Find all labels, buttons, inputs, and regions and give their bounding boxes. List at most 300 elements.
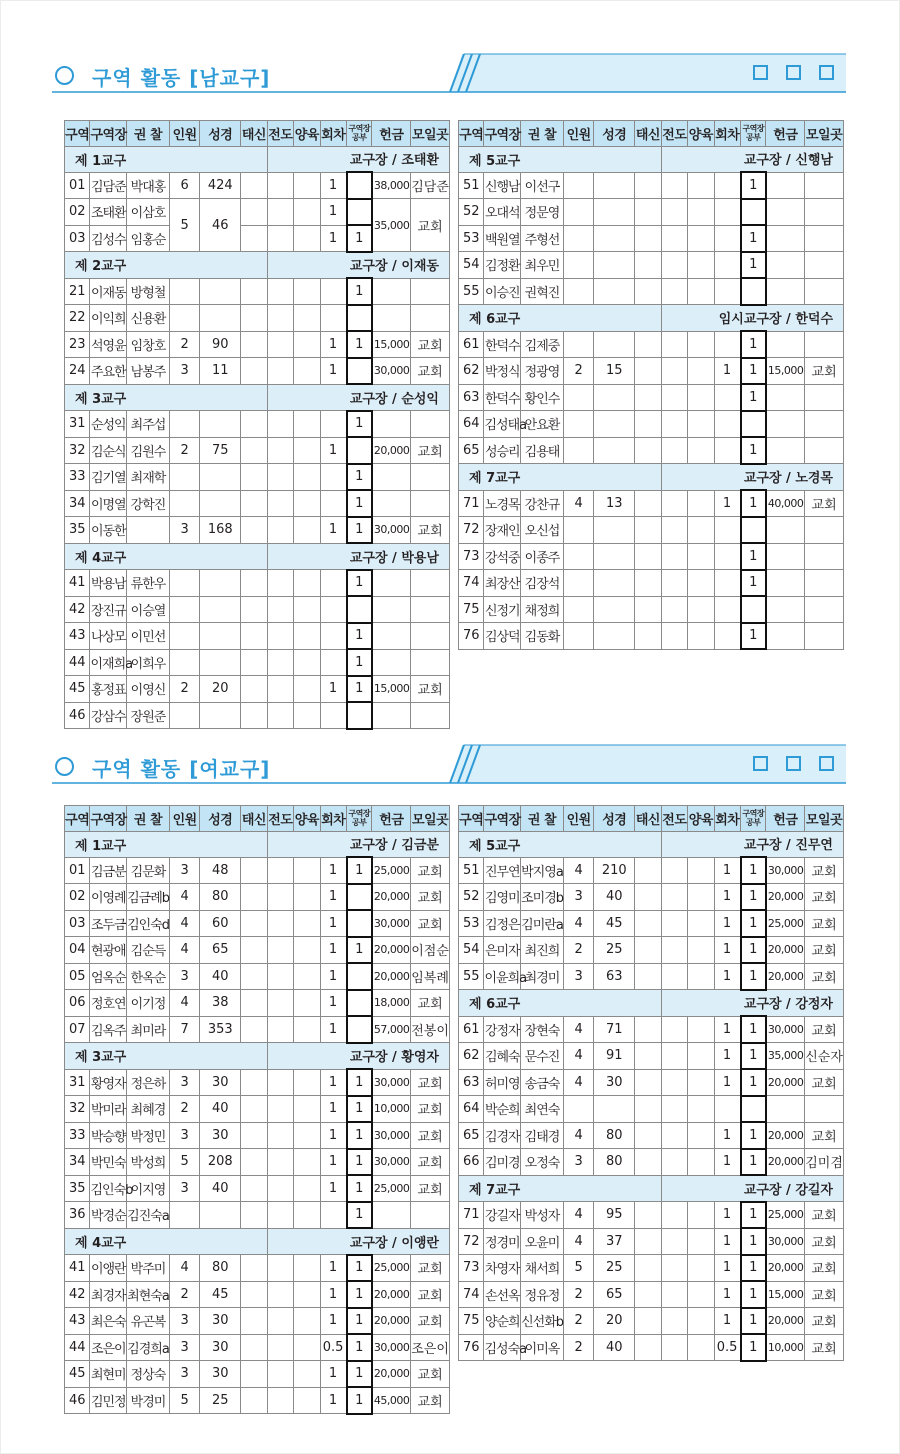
cell-district-helper: 임창호 bbox=[127, 331, 170, 358]
cell-sessions bbox=[714, 543, 740, 570]
group-leader: 교구장 / 박용남 bbox=[267, 543, 449, 570]
column-header-district-helper: 권 찰 bbox=[521, 806, 564, 832]
cell-meeting-place: 교회 bbox=[805, 1122, 844, 1149]
cell-leader-study bbox=[741, 1096, 766, 1123]
cell-district-helper: 류한우 bbox=[127, 570, 170, 597]
cell-members: 4 bbox=[563, 1043, 594, 1070]
cell-district-leader: 이영례 bbox=[90, 884, 127, 911]
group-label: 제 2교구 bbox=[65, 252, 268, 279]
cell-nurture bbox=[294, 596, 320, 623]
cell-bible bbox=[594, 384, 635, 411]
cell-sessions bbox=[320, 596, 346, 623]
cell-district-helper: 최연숙 bbox=[521, 1096, 564, 1123]
cell-district-no: 71 bbox=[459, 1202, 484, 1229]
cell-nurture bbox=[294, 517, 320, 544]
cell-evangelism bbox=[267, 649, 293, 676]
cell-evangelism bbox=[267, 1122, 293, 1149]
cell-bible: 65 bbox=[200, 937, 241, 964]
cell-leader-study bbox=[347, 910, 372, 937]
cell-evangelism bbox=[661, 937, 687, 964]
cell-evangelism bbox=[267, 517, 293, 544]
cell-district-helper: 김원수 bbox=[127, 437, 170, 464]
cell-sessions: 1 bbox=[714, 1281, 740, 1308]
square-icon bbox=[753, 65, 768, 80]
cell-bible: 46 bbox=[200, 199, 241, 252]
table-row bbox=[459, 963, 844, 990]
cell-members bbox=[563, 623, 594, 650]
cell-district-leader: 김영미 bbox=[484, 884, 521, 911]
table-row bbox=[459, 1149, 844, 1176]
cell-district-helper: 주형선 bbox=[521, 225, 564, 252]
column-header-sessions: 회차 bbox=[714, 121, 740, 147]
cell-sessions: 1 bbox=[320, 1387, 346, 1414]
cell-taesin bbox=[635, 937, 661, 964]
cell-district-helper: 박성희 bbox=[127, 1149, 170, 1176]
cell-district-no: 43 bbox=[65, 1308, 90, 1335]
cell-bible bbox=[200, 649, 241, 676]
cell-meeting-place: 교회 bbox=[805, 1334, 844, 1361]
cell-sessions bbox=[320, 305, 346, 332]
cell-district-no: 03 bbox=[65, 910, 90, 937]
cell-district-no: 34 bbox=[65, 490, 90, 517]
cell-taesin bbox=[241, 702, 267, 729]
cell-nurture bbox=[688, 596, 714, 623]
group-label: 제 6교구 bbox=[459, 305, 662, 332]
cell-bible: 75 bbox=[200, 437, 241, 464]
cell-district-leader: 성승리 bbox=[484, 437, 521, 464]
cell-nurture bbox=[294, 884, 320, 911]
column-header-members: 인원 bbox=[169, 121, 200, 147]
cell-meeting-place: 교회 bbox=[805, 1308, 844, 1335]
cell-bible: 37 bbox=[594, 1228, 635, 1255]
cell-evangelism bbox=[661, 1149, 687, 1176]
cell-nurture bbox=[294, 702, 320, 729]
cell-district-leader: 신행남 bbox=[484, 172, 521, 199]
group-leader: 교구장 / 강길자 bbox=[661, 1175, 843, 1202]
cell-bible: 40 bbox=[200, 1175, 241, 1202]
cell-bible: 168 bbox=[200, 517, 241, 544]
table-row bbox=[459, 1096, 844, 1123]
cell-meeting-place: 교회 bbox=[411, 331, 450, 358]
cell-district-no: 01 bbox=[65, 857, 90, 884]
column-header-bible: 성경 bbox=[200, 806, 241, 832]
cell-district-leader: 홍정표 bbox=[90, 676, 127, 703]
cell-district-leader: 주요한 bbox=[90, 358, 127, 385]
column-header-meeting-place: 모일곳 bbox=[805, 806, 844, 832]
cell-nurture bbox=[688, 1202, 714, 1229]
group-leader: 교구장 / 신행남 bbox=[661, 146, 843, 172]
table-row bbox=[459, 623, 844, 650]
column-header-district-no: 구역 bbox=[65, 806, 90, 832]
cell-sessions: 1 bbox=[320, 358, 346, 385]
column-header-meeting-place: 모일곳 bbox=[411, 121, 450, 147]
cell-offering bbox=[372, 649, 411, 676]
cell-sessions: 1 bbox=[320, 199, 346, 226]
cell-offering bbox=[766, 199, 805, 226]
cell-nurture bbox=[688, 1281, 714, 1308]
column-header-district-helper: 권 찰 bbox=[127, 806, 170, 832]
cell-leader-study: 1 bbox=[741, 1281, 766, 1308]
group-row bbox=[65, 831, 450, 857]
cell-district-leader: 이재희a bbox=[90, 649, 127, 676]
cell-meeting-place: 교회 bbox=[411, 1361, 450, 1388]
cell-nurture bbox=[688, 278, 714, 305]
cell-meeting-place: 교회 bbox=[411, 1096, 450, 1123]
cell-sessions bbox=[320, 570, 346, 597]
cell-nurture bbox=[294, 1308, 320, 1335]
cell-leader-study: 1 bbox=[347, 225, 372, 252]
cell-district-leader: 한덕수 bbox=[484, 384, 521, 411]
cell-district-leader: 김담준 bbox=[90, 172, 127, 199]
cell-sessions: 1 bbox=[320, 1149, 346, 1176]
cell-district-helper: 조미경b bbox=[521, 884, 564, 911]
cell-offering bbox=[766, 596, 805, 623]
cell-offering: 38,000 bbox=[372, 172, 411, 199]
cell-taesin bbox=[241, 937, 267, 964]
cell-district-no: 35 bbox=[65, 517, 90, 544]
cell-offering bbox=[372, 490, 411, 517]
cell-district-no: 06 bbox=[65, 990, 90, 1017]
cell-bible: 63 bbox=[594, 963, 635, 990]
group-label: 제 5교구 bbox=[459, 146, 662, 172]
group-row bbox=[65, 384, 450, 411]
table-row bbox=[459, 570, 844, 597]
column-header-meeting-place: 모일곳 bbox=[805, 121, 844, 147]
column-header-district-helper: 권 찰 bbox=[127, 121, 170, 147]
cell-district-leader: 이앵란 bbox=[90, 1255, 127, 1282]
table-row bbox=[65, 884, 450, 911]
cell-district-helper: 임홍순 bbox=[127, 225, 170, 252]
cell-leader-study: 1 bbox=[741, 1069, 766, 1096]
cell-district-no: 32 bbox=[65, 437, 90, 464]
cell-nurture bbox=[688, 172, 714, 199]
cell-district-leader: 엄옥순 bbox=[90, 963, 127, 990]
cell-sessions bbox=[714, 199, 740, 226]
square-icon bbox=[819, 65, 834, 80]
cell-bible: 40 bbox=[594, 1334, 635, 1361]
cell-bible: 208 bbox=[200, 1149, 241, 1176]
column-header-members: 인원 bbox=[563, 806, 594, 832]
cell-district-leader: 김혜숙 bbox=[484, 1043, 521, 1070]
table-row bbox=[459, 384, 844, 411]
cell-bible: 30 bbox=[200, 1069, 241, 1096]
cell-nurture bbox=[688, 199, 714, 226]
cell-taesin bbox=[241, 1122, 267, 1149]
cell-evangelism bbox=[661, 1016, 687, 1043]
cell-evangelism bbox=[661, 437, 687, 464]
cell-district-leader: 김성수 bbox=[90, 225, 127, 252]
cell-leader-study: 1 bbox=[741, 1043, 766, 1070]
cell-sessions: 1 bbox=[320, 1308, 346, 1335]
cell-members: 2 bbox=[169, 331, 200, 358]
cell-members: 3 bbox=[169, 963, 200, 990]
cell-sessions bbox=[320, 623, 346, 650]
cell-bible bbox=[594, 278, 635, 305]
cell-district-helper: 황인수 bbox=[521, 384, 564, 411]
cell-bible: 20 bbox=[200, 676, 241, 703]
cell-leader-study: 1 bbox=[741, 437, 766, 464]
cell-district-helper: 채서희 bbox=[521, 1255, 564, 1282]
section-header-female bbox=[52, 743, 846, 787]
cell-leader-study bbox=[741, 517, 766, 544]
cell-members: 2 bbox=[563, 1334, 594, 1361]
cell-offering: 25,000 bbox=[372, 1255, 411, 1282]
cell-district-no: 41 bbox=[65, 570, 90, 597]
cell-evangelism bbox=[661, 1122, 687, 1149]
cell-evangelism bbox=[267, 358, 293, 385]
cell-evangelism bbox=[661, 358, 687, 385]
table-row bbox=[65, 172, 450, 199]
cell-district-helper: 문수진 bbox=[521, 1043, 564, 1070]
cell-district-leader: 나상모 bbox=[90, 623, 127, 650]
cell-sessions: 1 bbox=[320, 963, 346, 990]
table-row bbox=[65, 1361, 450, 1388]
cell-leader-study: 1 bbox=[347, 1334, 372, 1361]
cell-district-helper: 오정숙 bbox=[521, 1149, 564, 1176]
cell-evangelism bbox=[267, 490, 293, 517]
cell-sessions: 1 bbox=[714, 1149, 740, 1176]
cell-offering: 30,000 bbox=[372, 1122, 411, 1149]
cell-taesin bbox=[635, 437, 661, 464]
cell-district-helper: 이승열 bbox=[127, 596, 170, 623]
cell-members: 2 bbox=[169, 1281, 200, 1308]
cell-district-helper: 김장석 bbox=[521, 570, 564, 597]
table-row bbox=[65, 437, 450, 464]
column-header-meeting-place: 모일곳 bbox=[411, 806, 450, 832]
cell-meeting-place bbox=[805, 172, 844, 199]
cell-members: 4 bbox=[169, 1255, 200, 1282]
cell-meeting-place: 교회 bbox=[411, 1175, 450, 1202]
cell-taesin bbox=[635, 278, 661, 305]
table-row bbox=[459, 884, 844, 911]
cell-offering: 30,000 bbox=[372, 1334, 411, 1361]
cell-district-no: 76 bbox=[459, 623, 484, 650]
cell-offering bbox=[372, 278, 411, 305]
cell-evangelism bbox=[267, 596, 293, 623]
cell-district-leader: 현광애 bbox=[90, 937, 127, 964]
cell-meeting-place: 교회 bbox=[805, 937, 844, 964]
cell-members bbox=[563, 437, 594, 464]
cell-district-helper: 박지영a bbox=[521, 857, 564, 884]
cell-members bbox=[169, 490, 200, 517]
cell-leader-study: 1 bbox=[347, 623, 372, 650]
column-header-nurture: 양육 bbox=[294, 121, 320, 147]
cell-sessions: 1 bbox=[320, 225, 346, 252]
cell-bible bbox=[594, 1096, 635, 1123]
cell-evangelism bbox=[267, 199, 293, 226]
cell-sessions bbox=[320, 649, 346, 676]
cell-district-no: 63 bbox=[459, 1069, 484, 1096]
cell-district-leader: 허미영 bbox=[484, 1069, 521, 1096]
group-label: 제 1교구 bbox=[65, 831, 268, 857]
cell-meeting-place bbox=[411, 570, 450, 597]
cell-leader-study: 1 bbox=[741, 1202, 766, 1229]
cell-members: 2 bbox=[563, 1308, 594, 1335]
cell-evangelism bbox=[267, 172, 293, 199]
cell-offering: 30,000 bbox=[372, 517, 411, 544]
table-row bbox=[65, 1016, 450, 1043]
cell-taesin bbox=[635, 517, 661, 544]
cell-meeting-place: 교회 bbox=[411, 1069, 450, 1096]
cell-evangelism bbox=[267, 1016, 293, 1043]
cell-district-leader: 박승향 bbox=[90, 1122, 127, 1149]
cell-district-no: 55 bbox=[459, 963, 484, 990]
cell-offering: 30,000 bbox=[372, 910, 411, 937]
group-label: 제 4교구 bbox=[65, 543, 268, 570]
cell-evangelism bbox=[267, 1361, 293, 1388]
cell-nurture bbox=[294, 1096, 320, 1123]
cell-bible: 65 bbox=[594, 1281, 635, 1308]
cell-nurture bbox=[688, 1334, 714, 1361]
cell-meeting-place: 교회 bbox=[805, 910, 844, 937]
cell-district-no: 34 bbox=[65, 1149, 90, 1176]
group-row bbox=[459, 146, 844, 172]
cell-district-no: 51 bbox=[459, 172, 484, 199]
cell-taesin bbox=[635, 411, 661, 438]
table-row bbox=[65, 937, 450, 964]
cell-bible: 90 bbox=[200, 331, 241, 358]
header-square-icons bbox=[753, 756, 834, 771]
cell-members: 4 bbox=[563, 490, 594, 517]
cell-district-helper: 이지영 bbox=[127, 1175, 170, 1202]
table-row bbox=[65, 623, 450, 650]
cell-district-helper: 장원준 bbox=[127, 702, 170, 729]
cell-district-no: 31 bbox=[65, 1069, 90, 1096]
cell-taesin bbox=[635, 1334, 661, 1361]
cell-bible bbox=[594, 172, 635, 199]
cell-sessions: 1 bbox=[714, 490, 740, 517]
cell-district-no: 75 bbox=[459, 1308, 484, 1335]
cell-members bbox=[169, 1202, 200, 1229]
cell-meeting-place: 교회 bbox=[411, 910, 450, 937]
cell-nurture bbox=[688, 1016, 714, 1043]
cell-district-leader: 박민숙 bbox=[90, 1149, 127, 1176]
cell-district-no: 72 bbox=[459, 517, 484, 544]
cell-meeting-place bbox=[805, 1096, 844, 1123]
cell-evangelism bbox=[661, 517, 687, 544]
cell-meeting-place bbox=[411, 490, 450, 517]
table-row bbox=[65, 331, 450, 358]
cell-district-leader: 장재인 bbox=[484, 517, 521, 544]
cell-district-no: 04 bbox=[65, 937, 90, 964]
cell-meeting-place: 임복례 bbox=[411, 963, 450, 990]
cell-leader-study: 1 bbox=[741, 1255, 766, 1282]
cell-leader-study: 1 bbox=[741, 172, 766, 199]
cell-nurture bbox=[294, 411, 320, 438]
cell-nurture bbox=[688, 543, 714, 570]
cell-offering bbox=[372, 1202, 411, 1229]
cell-taesin bbox=[241, 1175, 267, 1202]
cell-nurture bbox=[688, 937, 714, 964]
cell-district-leader: 최경자 bbox=[90, 1281, 127, 1308]
cell-meeting-place: 전봉이 bbox=[411, 1016, 450, 1043]
cell-district-helper: 김미란a bbox=[521, 910, 564, 937]
cell-district-no: 71 bbox=[459, 490, 484, 517]
cell-members: 7 bbox=[169, 1016, 200, 1043]
group-label: 제 3교구 bbox=[65, 1043, 268, 1070]
cell-bible: 25 bbox=[594, 1255, 635, 1282]
cell-evangelism bbox=[267, 1281, 293, 1308]
column-header-district-helper: 권 찰 bbox=[521, 121, 564, 147]
cell-leader-study: 1 bbox=[347, 1096, 372, 1123]
cell-district-leader: 김성태a bbox=[484, 411, 521, 438]
cell-leader-study: 1 bbox=[741, 543, 766, 570]
cell-district-no: 36 bbox=[65, 1202, 90, 1229]
cell-evangelism bbox=[267, 963, 293, 990]
cell-members: 5 bbox=[563, 1255, 594, 1282]
cell-sessions bbox=[320, 411, 346, 438]
cell-members: 4 bbox=[563, 857, 594, 884]
cell-taesin bbox=[241, 1361, 267, 1388]
cell-members: 3 bbox=[169, 517, 200, 544]
cell-bible: 30 bbox=[200, 1334, 241, 1361]
cell-offering: 20,000 bbox=[372, 1281, 411, 1308]
cell-offering bbox=[372, 623, 411, 650]
cell-district-no: 63 bbox=[459, 384, 484, 411]
cell-district-helper: 김문화 bbox=[127, 857, 170, 884]
cell-taesin bbox=[635, 1069, 661, 1096]
cell-district-leader: 손선옥 bbox=[484, 1281, 521, 1308]
table-row bbox=[459, 225, 844, 252]
cell-nurture bbox=[688, 963, 714, 990]
cell-offering: 30,000 bbox=[372, 358, 411, 385]
table-row bbox=[65, 358, 450, 385]
cell-taesin bbox=[635, 1255, 661, 1282]
table-row bbox=[65, 1069, 450, 1096]
cell-district-no: 74 bbox=[459, 570, 484, 597]
cell-bible: 80 bbox=[594, 1149, 635, 1176]
cell-nurture bbox=[688, 437, 714, 464]
roster-table-male-right bbox=[458, 120, 844, 650]
cell-district-helper: 정문영 bbox=[521, 199, 564, 226]
cell-taesin bbox=[241, 676, 267, 703]
column-header-bible: 성경 bbox=[594, 121, 635, 147]
cell-leader-study: 1 bbox=[741, 358, 766, 385]
cell-sessions: 1 bbox=[320, 857, 346, 884]
cell-taesin bbox=[635, 857, 661, 884]
column-header-leader-study: 구역장공부 bbox=[347, 121, 372, 147]
cell-leader-study: 1 bbox=[741, 857, 766, 884]
cell-meeting-place bbox=[805, 199, 844, 226]
table-row bbox=[459, 543, 844, 570]
cell-leader-study: 1 bbox=[741, 1016, 766, 1043]
cell-sessions: 1 bbox=[320, 172, 346, 199]
cell-district-no: 72 bbox=[459, 1228, 484, 1255]
cell-meeting-place bbox=[805, 411, 844, 438]
cell-leader-study: 1 bbox=[741, 1334, 766, 1361]
cell-bible: 20 bbox=[594, 1308, 635, 1335]
cell-leader-study: 1 bbox=[347, 1149, 372, 1176]
cell-offering: 15,000 bbox=[766, 358, 805, 385]
cell-district-leader: 최은숙 bbox=[90, 1308, 127, 1335]
cell-evangelism bbox=[267, 910, 293, 937]
cell-nurture bbox=[294, 857, 320, 884]
cell-meeting-place bbox=[805, 596, 844, 623]
table-row bbox=[459, 358, 844, 385]
cell-sessions: 1 bbox=[714, 963, 740, 990]
cell-district-leader: 김상덕 bbox=[484, 623, 521, 650]
cell-leader-study: 1 bbox=[741, 490, 766, 517]
section-header-male bbox=[52, 52, 846, 96]
cell-bible bbox=[594, 517, 635, 544]
cell-nurture bbox=[688, 411, 714, 438]
cell-district-leader: 황영자 bbox=[90, 1069, 127, 1096]
cell-members bbox=[563, 331, 594, 358]
cell-district-leader: 조태환 bbox=[90, 199, 127, 226]
table-row bbox=[459, 278, 844, 305]
cell-sessions bbox=[714, 1096, 740, 1123]
cell-offering bbox=[766, 437, 805, 464]
